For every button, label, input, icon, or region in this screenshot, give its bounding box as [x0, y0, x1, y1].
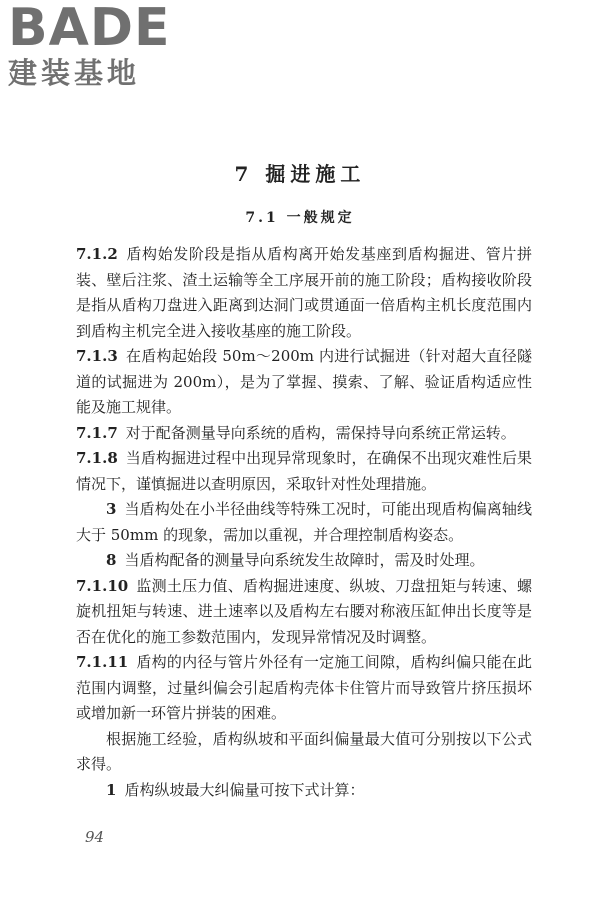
paragraph-text: 根据施工经验，盾构纵坡和平面纠偏量最大值可分别按以下公式求得。: [76, 729, 532, 773]
clause-text: 监测土压力值、盾构掘进速度、纵坡、刀盘扭矩与转速、螺旋机扭矩与转速、进土速率以及盾构左右腰对称液压缸伸出长度等是否在优化的施工参数范围内，发现异常情况及时调整。: [76, 576, 532, 646]
paragraph-7-1-3: [76, 344, 532, 421]
clause-number: 7.1.7: [76, 423, 118, 442]
item-text: 当盾构配备的测量导向系统发生故障时，需及时处理。: [124, 551, 485, 569]
chapter-title: 7 掘进施工: [234, 162, 366, 186]
paragraph-7-1-11: [76, 650, 532, 727]
clause-text: 在盾构起始段 50m～200m 内进行试掘进（针对超大直径隧道的试掘进为 200m），是为了掌握、摸索、了解、验证盾构适应性能及施工规律。: [76, 347, 532, 416]
item-number: 3: [106, 500, 117, 518]
paragraph-7-1-7: [76, 421, 532, 447]
paragraph-7-1-10: [76, 574, 532, 651]
item-number: 8: [106, 551, 117, 569]
paragraph-item-1: [76, 778, 532, 804]
item-text: 当盾构处在小半径曲线等特殊工况时，可能出现盾构偏离轴线大于 50mm 的现象，需加以重视，并合理控制盾构姿态。: [76, 500, 532, 544]
page-number: 94: [85, 828, 105, 846]
clause-text: 盾构始发阶段是指从盾构离开始发基座到盾构掘进、管片拼装、壁后注浆、渣土运输等全工序展开前的施工阶段；盾构接收阶段是指从盾构刀盘进入距离到达洞门或贯通面一倍盾构主机长度范围内到盾构主机完全进入接收基座的施工阶段。: [76, 245, 532, 340]
paragraph-item-3: [76, 497, 532, 548]
paragraph-7-1-2: [76, 242, 532, 344]
paragraph-7-1-8: [76, 446, 532, 497]
body-text: [76, 242, 532, 803]
paragraph-item-8: [76, 548, 532, 574]
clause-number: 7.1.11: [76, 653, 129, 671]
logo: [8, 0, 183, 94]
clause-number: 7.1.3: [76, 347, 118, 365]
clause-number: 7.1.8: [76, 449, 118, 467]
clause-number: 7.1.2: [76, 245, 118, 263]
item-number: 1: [106, 780, 117, 799]
paragraph-experience: [76, 727, 532, 778]
logo-brand: BADE: [8, 0, 171, 58]
clause-text: 盾构的内径与管片外径有一定施工间隙，盾构纠偏只能在此范围内调整，过量纠偏会引起盾构壳体卡住管片而导致管片挤压损坏或增加新一环管片拼装的困难。: [76, 653, 532, 722]
item-text: 盾构纵坡最大纠偏量可按下式计算：: [124, 780, 365, 799]
clause-text: 对于配备测量导向系统的盾构，需保持导向系统正常运转。: [125, 423, 516, 442]
clause-text: 当盾构掘进过程中出现异常现象时，在确保不出现灾难性后果情况下，谨慎掘进以查明原因，采取针对性处理措施。: [76, 449, 532, 493]
clause-number: 7.1.10: [76, 576, 129, 595]
logo-subtitle: 建装基地: [8, 56, 141, 90]
section-title: 7.1 一般规定: [245, 210, 355, 226]
